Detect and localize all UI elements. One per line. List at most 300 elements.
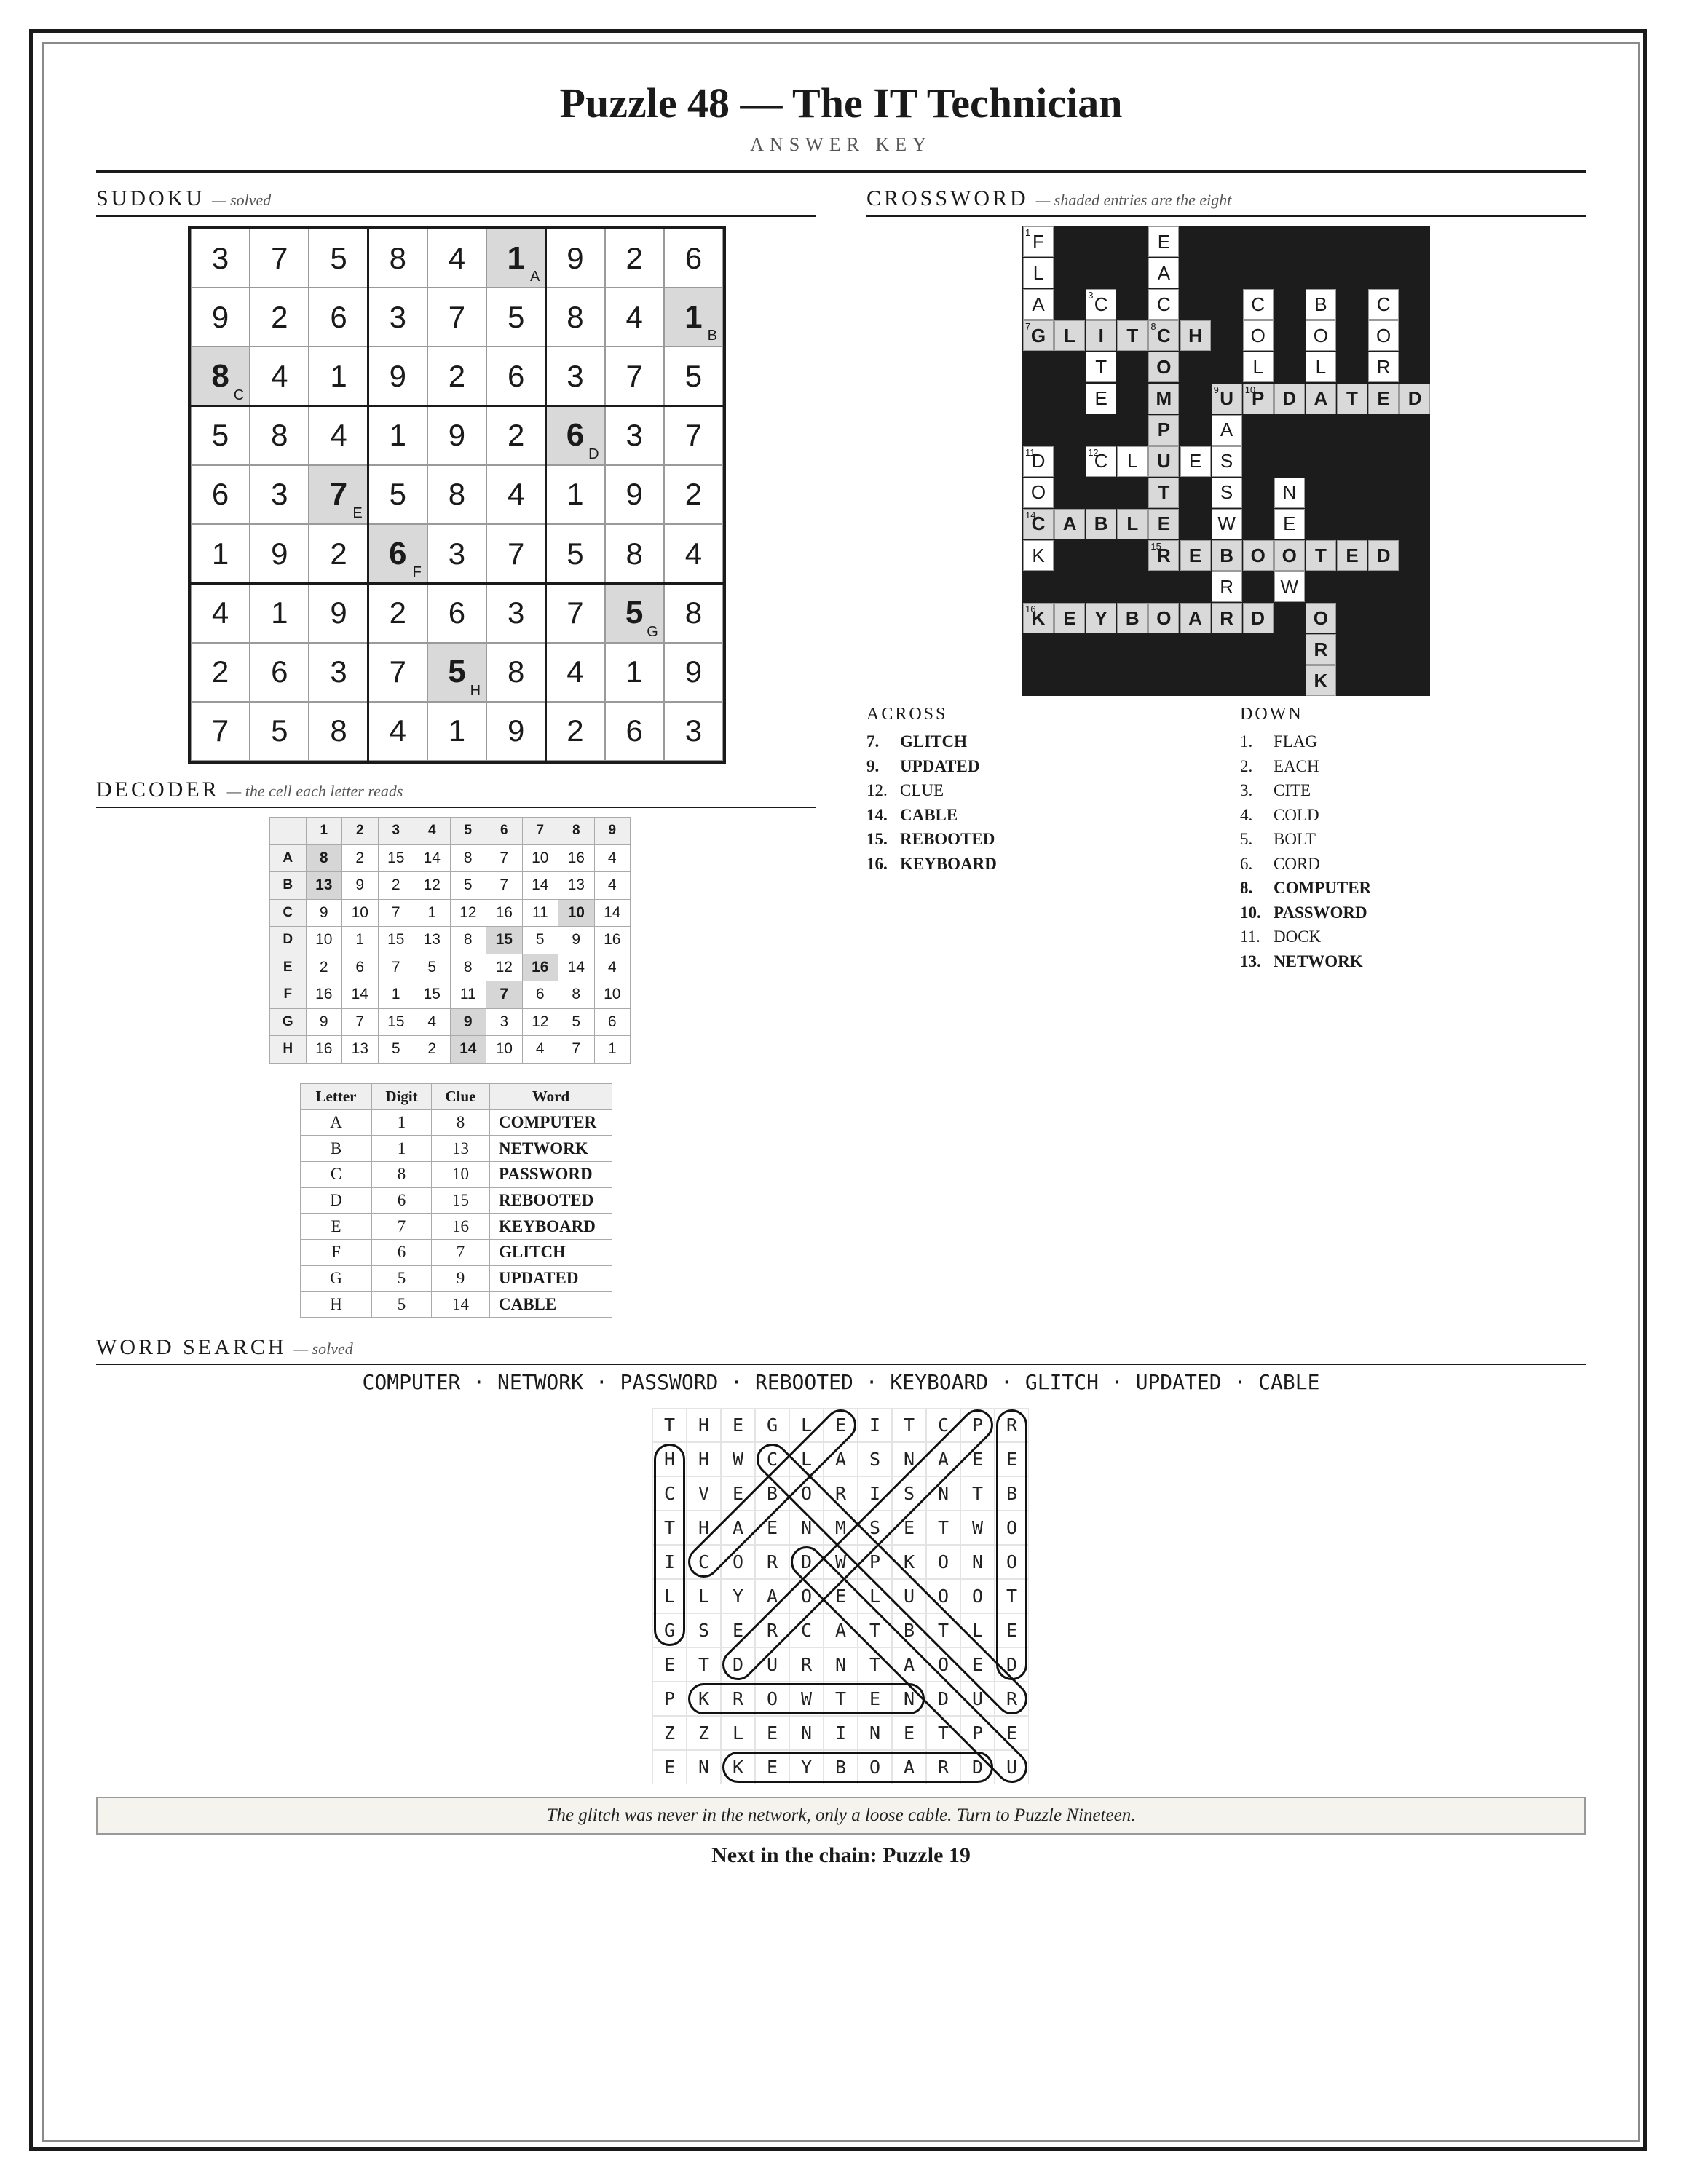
decoder-cell: 12	[486, 954, 523, 981]
wordsearch-cell: S	[892, 1476, 926, 1511]
decoder-row-header: B	[270, 872, 307, 900]
crossword-letter: W	[1217, 513, 1236, 535]
wordsearch-cell: W	[789, 1682, 824, 1716]
sudoku-cell	[664, 288, 723, 347]
sudoku-cell-value: 2	[330, 536, 347, 571]
crossword-cell	[1306, 289, 1336, 320]
sudoku-cell	[664, 229, 723, 288]
across-clue-list	[866, 729, 997, 876]
sudoku-cell	[191, 347, 250, 405]
crossword-cell	[1274, 540, 1305, 571]
crossword-heading-note: — shaded entries are the eight	[1035, 191, 1232, 209]
decoder-cell: 16	[306, 1036, 342, 1064]
crossword-letter: E	[1094, 387, 1107, 409]
wordsearch-cell: S	[687, 1613, 721, 1647]
crossword-letter: B	[1125, 606, 1140, 629]
decoder-cell: 13	[414, 927, 451, 954]
decoder-key-row	[301, 1136, 612, 1162]
wordsearch-cell: E	[652, 1647, 687, 1682]
clue-item	[866, 852, 997, 877]
wordsearch-rule	[96, 1364, 1586, 1365]
crossword-cell	[1054, 603, 1085, 633]
down-heading: DOWN	[1240, 705, 1303, 724]
decoder-key-row	[301, 1291, 612, 1318]
sudoku-cell	[427, 702, 486, 761]
sudoku-cell	[545, 288, 604, 347]
sudoku-cell-value: 7	[684, 418, 703, 453]
crossword-cell	[1148, 384, 1179, 414]
crossword-cell	[1243, 289, 1274, 320]
decoder-cell: 16	[558, 844, 595, 872]
wordsearch-cell: Y	[721, 1579, 755, 1613]
wordsearch-cell: E	[824, 1408, 858, 1442]
decoder-cell: 7	[558, 1036, 595, 1064]
decoder-cell: 14	[594, 899, 631, 927]
crossword-cell	[1086, 320, 1116, 351]
crossword-letter: O	[1030, 481, 1046, 504]
crossword-cell	[1180, 320, 1211, 351]
crossword-letter: E	[1063, 606, 1076, 629]
crossword-letter: E	[1157, 230, 1171, 253]
wordsearch-cell: A	[892, 1647, 926, 1682]
sudoku-cell-value: 3	[625, 418, 643, 453]
clue-item	[866, 729, 997, 754]
clue-item	[866, 754, 997, 779]
clue-item	[1240, 925, 1371, 949]
crossword-letter: R	[1314, 638, 1328, 660]
crossword-letter: A	[1220, 419, 1233, 441]
crossword-cell	[1023, 289, 1054, 320]
decoder-cell: 9	[306, 1008, 342, 1036]
decoder-cell: 12	[450, 899, 486, 927]
crossword-letter: M	[1156, 387, 1172, 409]
clue-answer: KEYBOARD	[900, 854, 997, 873]
sudoku-cell-value: 3	[684, 713, 703, 748]
wordsearch-cell: P	[960, 1716, 995, 1750]
decoder-cell: 2	[414, 1036, 451, 1064]
sudoku-cell	[545, 583, 604, 642]
clue-answer: REBOOTED	[900, 830, 995, 848]
crossword-letter: G	[1030, 324, 1046, 347]
sudoku-box-divider	[191, 405, 723, 407]
wordsearch-cell: N	[892, 1682, 926, 1716]
crossword-letter: L	[1064, 324, 1076, 347]
crossword-clue-number: 10	[1244, 384, 1256, 395]
crossword-letter: T	[1158, 481, 1170, 504]
sudoku-cell	[605, 465, 664, 524]
decoder-header-row	[270, 818, 631, 845]
sudoku-cell	[605, 347, 664, 405]
crossword-cell	[1243, 540, 1274, 571]
crossword-cell	[1148, 258, 1179, 288]
decoder-key-cell: 15	[432, 1187, 490, 1214]
decoder-key-header: Clue	[432, 1084, 490, 1110]
sudoku-cell-value: 3	[448, 536, 466, 571]
wordsearch-cell: H	[687, 1511, 721, 1545]
decoder-key-table	[300, 1083, 612, 1318]
wordsearch-cell: H	[687, 1442, 721, 1476]
crossword-letter: B	[1220, 544, 1233, 566]
crossword-cell	[1117, 446, 1148, 477]
sudoku-cell-value: 9	[566, 240, 584, 275]
crossword-letter: O	[1313, 324, 1328, 347]
crossword-grid	[1022, 226, 1430, 696]
wordsearch-cell: U	[995, 1750, 1029, 1784]
crossword-cell	[1148, 320, 1179, 351]
wordsearch-cell: A	[721, 1511, 755, 1545]
crossword-clue-number: 16	[1025, 604, 1036, 615]
sudoku-cell-value: 9	[271, 536, 288, 571]
next-puzzle-link: Next in the chain: Puzzle 19	[711, 1843, 971, 1867]
sudoku-box-divider	[545, 229, 547, 761]
sudoku-cell-value: 5	[566, 536, 584, 571]
sudoku-cell	[486, 406, 545, 465]
crossword-letter: K	[1314, 669, 1328, 692]
sudoku-cell	[191, 583, 250, 642]
wordsearch-cell: O	[926, 1579, 960, 1613]
crossword-letter: U	[1157, 450, 1171, 472]
sudoku-cell-value: 9	[211, 299, 229, 334]
crossword-letter: T	[1126, 324, 1139, 347]
clue-answer: CLUE	[900, 781, 944, 799]
decoder-cell: 13	[342, 1036, 379, 1064]
decoder-cell: 9	[558, 927, 595, 954]
crossword-cell	[1306, 665, 1336, 696]
wordsearch-word-list: COMPUTER · NETWORK · PASSWORD · REBOOTED · KEYBOARD · GLITCH · UPDATED · CABLE	[362, 1370, 1320, 1394]
sudoku-cell	[368, 702, 427, 761]
crossword-cell	[1306, 384, 1336, 414]
crossword-cell	[1274, 478, 1305, 508]
crossword-cell	[1243, 603, 1274, 633]
sudoku-cell-value: 1	[625, 654, 643, 689]
wordsearch-cell: E	[824, 1579, 858, 1613]
decoder-cell: 10	[558, 899, 595, 927]
crossword-cell	[1337, 384, 1367, 414]
crossword-cell	[1243, 352, 1274, 382]
decoder-key-cell: 8	[372, 1162, 432, 1188]
sudoku-cell-value: 3	[566, 359, 584, 394]
clue-number: 11.	[1240, 927, 1260, 946]
sudoku-cell	[605, 229, 664, 288]
sudoku-cell	[309, 702, 368, 761]
crossword-letter: R	[1220, 606, 1233, 629]
sudoku-cell	[664, 702, 723, 761]
decoder-cell: 11	[450, 981, 486, 1009]
sudoku-cell	[664, 406, 723, 465]
clue-number: 4.	[1240, 805, 1253, 824]
sudoku-cell-value: 6	[389, 535, 407, 571]
wordsearch-cell: E	[960, 1442, 995, 1476]
wordsearch-cell: Y	[789, 1750, 824, 1784]
decoder-row	[270, 872, 631, 900]
wordsearch-cell: E	[892, 1716, 926, 1750]
crossword-letter: B	[1094, 513, 1108, 535]
decoder-heading-text: DECODER	[96, 778, 220, 802]
sudoku-cell	[309, 583, 368, 642]
sudoku-cell-value: 4	[389, 713, 406, 748]
sudoku-cell-value: 3	[271, 477, 288, 512]
sudoku-cell	[309, 465, 368, 524]
crossword-cell	[1054, 509, 1085, 539]
clue-item	[1240, 876, 1371, 901]
sudoku-cell	[309, 288, 368, 347]
wordsearch-loop-updated	[786, 1541, 1033, 1788]
decoder-cell: 1	[414, 899, 451, 927]
decoder-key-cell: 5	[372, 1291, 432, 1318]
clue-number: 14.	[866, 805, 888, 824]
sudoku-cell	[427, 347, 486, 405]
clue-answer: CORD	[1274, 854, 1320, 873]
wordsearch-cell: D	[926, 1682, 960, 1716]
decoder-key-cell: 6	[372, 1240, 432, 1266]
wordsearch-cell: W	[824, 1545, 858, 1579]
sudoku-cell-value: 8	[508, 654, 525, 689]
wordsearch-cell: B	[995, 1476, 1029, 1511]
crossword-cell	[1148, 603, 1179, 633]
decoder-cell: 15	[486, 927, 523, 954]
crossword-letter: A	[1314, 387, 1328, 409]
crossword-cell	[1306, 352, 1336, 382]
wordsearch-cell: D	[721, 1647, 755, 1682]
crossword-cell	[1023, 320, 1054, 351]
sudoku-cell-value: 9	[625, 477, 643, 512]
decoder-key-cell: C	[301, 1162, 372, 1188]
sudoku-cell-value: 2	[211, 654, 229, 689]
wordsearch-cell: T	[926, 1716, 960, 1750]
wordsearch-cell: U	[960, 1682, 995, 1716]
crossword-letter: A	[1188, 606, 1202, 629]
clue-number: 12.	[866, 781, 888, 799]
wordsearch-cell: O	[926, 1647, 960, 1682]
wordsearch-cell: C	[652, 1476, 687, 1511]
wordsearch-cell: D	[995, 1647, 1029, 1682]
sudoku-cell	[191, 524, 250, 583]
decoder-cell: 3	[486, 1008, 523, 1036]
sudoku-cell	[250, 229, 309, 288]
crossword-cell	[1117, 603, 1148, 633]
sudoku-cell-value: 2	[625, 240, 643, 275]
crossword-letter: O	[1156, 606, 1172, 629]
sudoku-cell-value: 6	[271, 654, 288, 689]
sudoku-marker-letter: E	[352, 505, 363, 522]
decoder-cell: 2	[378, 872, 414, 900]
crossword-heading	[866, 186, 1231, 211]
wordsearch-heading-note: — solved	[293, 1340, 353, 1358]
decoder-key-row	[301, 1187, 612, 1214]
clue-answer: DOCK	[1274, 927, 1322, 946]
wordsearch-cell: T	[926, 1511, 960, 1545]
wordsearch-cell: T	[858, 1647, 892, 1682]
decoder-key-cell: GLITCH	[490, 1240, 612, 1266]
crossword-cell	[1212, 509, 1242, 539]
sudoku-cell	[368, 465, 427, 524]
wordsearch-cell: E	[858, 1682, 892, 1716]
decoder-col-header: 2	[342, 818, 379, 845]
clue-number: 9.	[866, 756, 880, 775]
decoder-row	[270, 844, 631, 872]
wordsearch-cell: H	[687, 1408, 721, 1442]
page-subtitle: ANSWER KEY	[750, 134, 932, 155]
crossword-cell	[1148, 352, 1179, 382]
wordsearch-cell: I	[858, 1476, 892, 1511]
decoder-cell: 5	[378, 1036, 414, 1064]
sudoku-cell	[664, 643, 723, 702]
crossword-cell	[1274, 571, 1305, 602]
sudoku-cell	[545, 347, 604, 405]
sudoku-cell-value: 1	[211, 536, 229, 571]
sudoku-cell	[427, 583, 486, 642]
wordsearch-cell: O	[995, 1511, 1029, 1545]
clue-answer: COLD	[1274, 805, 1319, 824]
crossword-cell	[1368, 320, 1399, 351]
crossword-letter: A	[1032, 293, 1045, 315]
crossword-cell	[1212, 571, 1242, 602]
sudoku-cell-value: 5	[271, 713, 288, 748]
decoder-cell: 8	[558, 981, 595, 1009]
decoder-cell: 16	[486, 899, 523, 927]
wordsearch-cell: L	[789, 1408, 824, 1442]
decoder-cell: 13	[306, 872, 342, 900]
decoder-key-cell: 1	[372, 1136, 432, 1162]
crossword-cell	[1117, 320, 1148, 351]
decoder-cell: 14	[342, 981, 379, 1009]
decoder-cell: 7	[486, 844, 523, 872]
wordsearch-cell: S	[858, 1442, 892, 1476]
sudoku-cell	[605, 406, 664, 465]
crossword-cell	[1368, 352, 1399, 382]
wordsearch-cell: N	[789, 1511, 824, 1545]
wordsearch-cell: Z	[652, 1716, 687, 1750]
sudoku-cell	[605, 583, 664, 642]
decoder-key-cell: 10	[432, 1162, 490, 1188]
sudoku-cell	[486, 465, 545, 524]
decoder-row	[270, 954, 631, 981]
sudoku-cell	[486, 702, 545, 761]
clue-item	[1240, 949, 1371, 974]
sudoku-cell	[486, 643, 545, 702]
crossword-letter: S	[1220, 481, 1233, 504]
crossword-letter: C	[1157, 293, 1171, 315]
wordsearch-cell: B	[824, 1750, 858, 1784]
crossword-cell	[1054, 320, 1085, 351]
sudoku-cell	[191, 643, 250, 702]
sudoku-marker-letter: F	[412, 564, 422, 581]
sudoku-cell-value: 8	[211, 358, 229, 395]
decoder-cell: 15	[378, 1008, 414, 1036]
wordsearch-heading-text: WORD SEARCH	[96, 1335, 287, 1359]
wordsearch-loop-network	[690, 1685, 924, 1714]
clue-item	[1240, 901, 1371, 925]
sudoku-cell	[191, 465, 250, 524]
sudoku-cell-value: 3	[330, 654, 347, 689]
wordsearch-found-loops	[652, 1408, 1029, 1784]
sudoku-cell	[545, 406, 604, 465]
clue-number: 3.	[1240, 781, 1253, 799]
across-heading: ACROSS	[866, 705, 948, 724]
wordsearch-loop-password	[717, 1404, 998, 1685]
decoder-cell: 5	[558, 1008, 595, 1036]
decoder-cell: 6	[594, 1008, 631, 1036]
wordsearch-cell: A	[892, 1750, 926, 1784]
sudoku-cell-value: 2	[271, 299, 288, 334]
wordsearch-cell: P	[652, 1682, 687, 1716]
sudoku-cell-value: 5	[448, 654, 466, 690]
clue-item	[1240, 827, 1371, 852]
sudoku-cell	[605, 643, 664, 702]
clue-number: 13.	[1240, 951, 1261, 970]
decoder-cell: 5	[522, 927, 558, 954]
clue-answer: BOLT	[1274, 830, 1316, 848]
wordsearch-cell: B	[892, 1613, 926, 1647]
crossword-cell	[1212, 603, 1242, 633]
sudoku-cell	[545, 465, 604, 524]
wordsearch-cell: L	[789, 1442, 824, 1476]
crossword-letter: C	[1094, 293, 1108, 315]
crossword-letter: O	[1156, 355, 1172, 378]
clue-item	[1240, 803, 1371, 828]
sudoku-cell	[427, 229, 486, 288]
sudoku-cell-value: 4	[330, 418, 347, 453]
clue-answer: COMPUTER	[1274, 879, 1372, 897]
crossword-cell	[1337, 540, 1367, 571]
sudoku-cell-value: 4	[271, 359, 288, 394]
crossword-cell	[1023, 603, 1054, 633]
sudoku-cell-value: 7	[448, 299, 466, 334]
decoder-key-cell: A	[301, 1109, 372, 1136]
clue-item	[866, 827, 997, 852]
decoder-cell: 6	[342, 954, 379, 981]
sudoku-cell	[486, 288, 545, 347]
sudoku-cell	[664, 347, 723, 405]
sudoku-cell	[368, 643, 427, 702]
crossword-letter: Y	[1094, 606, 1107, 629]
sudoku-cell	[368, 229, 427, 288]
crossword-cell	[1086, 289, 1116, 320]
sudoku-cell	[664, 524, 723, 583]
wordsearch-cell: T	[652, 1408, 687, 1442]
crossword-clue-number: 1	[1025, 227, 1031, 238]
sudoku-cell	[605, 702, 664, 761]
decoder-grid	[269, 817, 631, 1064]
wordsearch-cell: R	[789, 1647, 824, 1682]
sudoku-cell	[427, 288, 486, 347]
wordsearch-loop-computer	[683, 1404, 861, 1583]
wordsearch-heading	[96, 1335, 353, 1360]
wordsearch-cell: A	[926, 1442, 960, 1476]
crossword-letter: I	[1098, 324, 1104, 347]
crossword-letter: E	[1188, 450, 1202, 472]
sudoku-cell-value: 4	[508, 477, 525, 512]
sudoku-heading-note: — solved	[212, 191, 272, 209]
sudoku-marker-letter: D	[588, 446, 599, 462]
crossword-cell	[1243, 384, 1274, 414]
crossword-letter: E	[1283, 513, 1296, 535]
decoder-row	[270, 981, 631, 1009]
crossword-letter: F	[1033, 230, 1044, 253]
decoder-key-cell: 13	[432, 1136, 490, 1162]
wordsearch-cell: I	[824, 1716, 858, 1750]
crossword-letter: N	[1282, 481, 1297, 504]
crossword-letter: L	[1033, 261, 1044, 284]
wordsearch-cell: T	[926, 1613, 960, 1647]
decoder-key-cell: G	[301, 1265, 372, 1291]
crossword-cell	[1148, 446, 1179, 477]
decoder-cell: 8	[450, 927, 486, 954]
wordsearch-cell: C	[789, 1613, 824, 1647]
crossword-cell	[1212, 384, 1242, 414]
clue-item	[866, 778, 997, 803]
sudoku-cell-value: 6	[211, 477, 229, 512]
